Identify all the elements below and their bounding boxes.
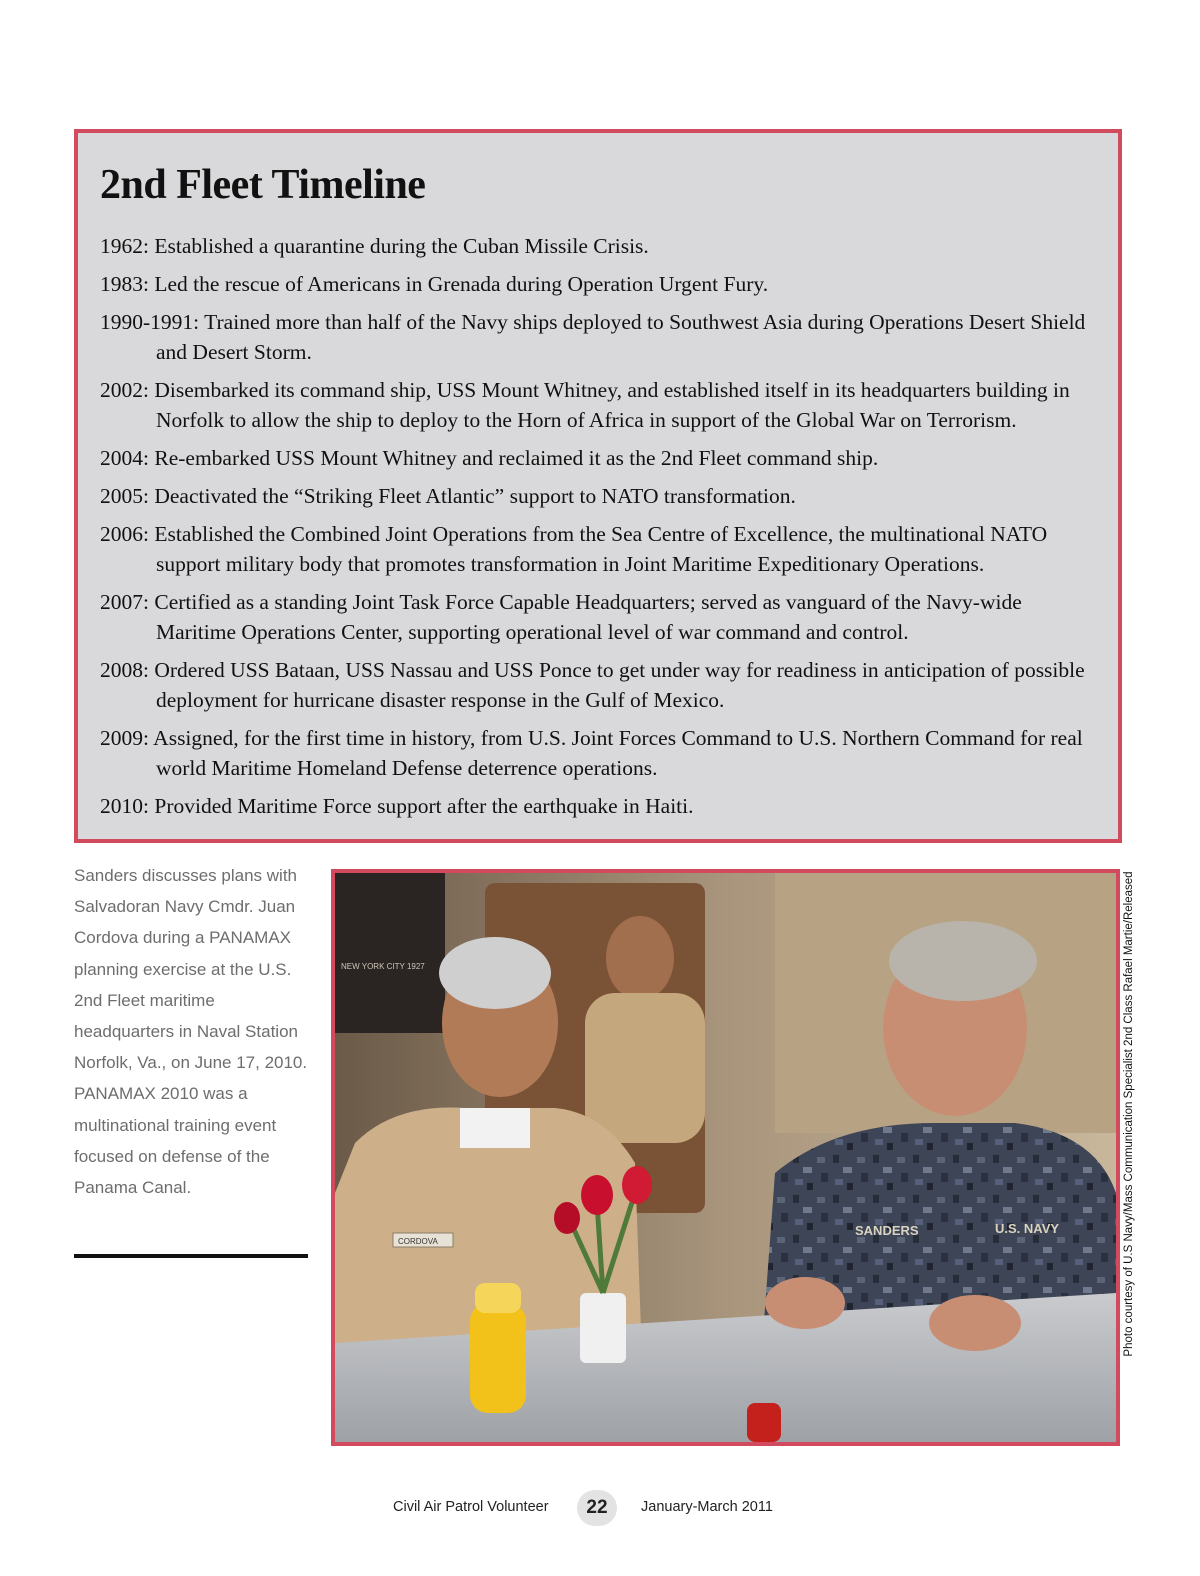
entry-year: 2002 : (100, 378, 154, 402)
background-person (606, 916, 674, 1000)
timeline-entry (100, 655, 1100, 715)
entry-text: Deactivated the “Striking Fleet Atlantic” support to NATO transformation. (154, 484, 796, 508)
entry-text: Established the Combined Joint Operations from the Sea Centre of Excellence, the multinational NATO support military body that promotes transformation in Joint Maritime Expeditionary Operations. (154, 522, 1048, 576)
entry-year: 2008 : (100, 658, 154, 682)
timeline-entry (100, 587, 1100, 647)
wall-poster (335, 873, 445, 1033)
nametag-right: SANDERS (855, 1223, 919, 1238)
entry-text: Certified as a standing Joint Task Force Capable Headquarters; served as vanguard of the Navy-wide Maritime Operations Center, supporting operational level of war command and control. (154, 590, 1022, 644)
entry-year: 2006 : (100, 522, 154, 546)
footer-publication: Civil Air Patrol Volunteer (393, 1499, 549, 1515)
footer-issue-date: January-March 2011 (641, 1499, 773, 1515)
timeline-box (74, 129, 1122, 843)
entry-text: Led the rescue of Americans in Grenada during Operation Urgent Fury. (154, 272, 769, 296)
entry-text: Ordered USS Bataan, USS Nassau and USS Ponce to get under way for readiness in anticipation of possible deployment for hurricane disaster response in the Gulf of Mexico. (154, 658, 1085, 712)
poster-text: NEW YORK CITY 1927 (341, 962, 425, 971)
caption-divider (74, 1254, 308, 1258)
navy-patch: U.S. NAVY (995, 1221, 1060, 1236)
timeline-entry (100, 375, 1100, 435)
page-number: 22 (577, 1490, 617, 1526)
photo-illustration (335, 873, 1116, 1442)
photo-credit-text: Photo courtesy of U.S Navy/Mass Communication Specialist 2nd Class Rafael Martie/Released (1123, 871, 1135, 1357)
entry-year: 2009 : (100, 726, 153, 750)
entry-text: Trained more than half of the Navy ships deployed to Southwest Asia during Operations Desert Shield and Desert Storm. (156, 310, 1086, 364)
timeline-entry (100, 791, 1100, 821)
entry-year: 1962 : (100, 234, 154, 258)
timeline-entry (100, 307, 1100, 367)
svg-text:CORDOVA: CORDOVA (398, 1237, 438, 1246)
entry-year: 2004 : (100, 446, 154, 470)
entry-text: Provided Maritime Force support after the earthquake in Haiti. (154, 794, 694, 818)
timeline-entry (100, 519, 1100, 579)
entry-year: 1983 : (100, 272, 154, 296)
timeline-entry (100, 231, 1100, 261)
entry-text: Re-embarked USS Mount Whitney and reclaimed it as the 2nd Fleet command ship. (154, 446, 879, 470)
condiment-bottle (470, 1303, 526, 1413)
photo-caption: Sanders discusses plans with Salvadoran Navy Cmdr. Juan Cordova during a PANAMAX planning exercise at the U.S. 2nd Fleet maritime headquarters in Naval Station Norfolk, Va., on June 17, 2010. PANAMAX 2010 was a multinational training event focused on defense of the Panama Canal. (74, 866, 308, 1198)
entry-year: 2005 : (100, 484, 154, 508)
timeline-list (100, 231, 1100, 829)
entry-year: 1990-1991 : (100, 310, 204, 334)
photo (331, 869, 1120, 1446)
entry-year: 2007 : (100, 590, 154, 614)
sauce-bottle (747, 1403, 781, 1442)
timeline-entry (100, 269, 1100, 299)
timeline-entry (100, 481, 1100, 511)
entry-text: Assigned, for the first time in history, from U.S. Joint Forces Command to U.S. Northern Command for real world Maritime Homeland Defense deterrence operations. (153, 726, 1083, 780)
entry-text: Disembarked its command ship, USS Mount Whitney, and established itself in its headquarters building in Norfolk to allow the ship to deploy to the Horn of Africa in support of the Global War on Terrorism. (154, 378, 1070, 432)
entry-year: 2010 : (100, 794, 154, 818)
entry-text: Established a quarantine during the Cuban Missile Crisis. (154, 234, 649, 258)
timeline-title: 2nd Fleet Timeline (100, 162, 426, 208)
timeline-entry (100, 723, 1100, 783)
timeline-entry (100, 443, 1100, 473)
